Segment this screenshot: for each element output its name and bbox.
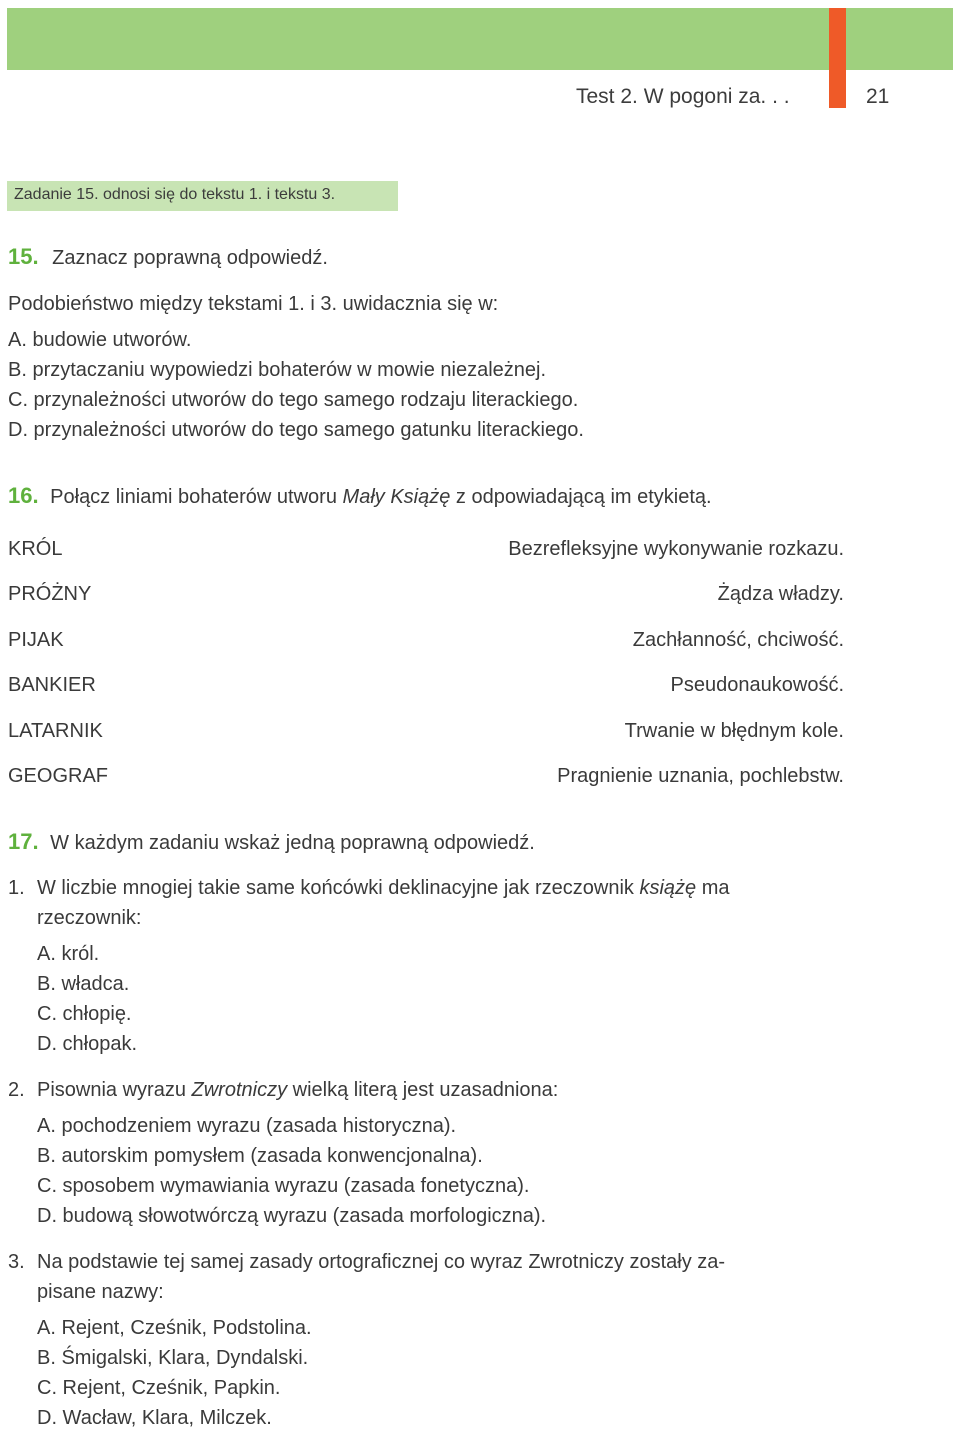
subquestion-number: 1. xyxy=(8,877,25,899)
task-note-box xyxy=(7,181,398,211)
character-item[interactable]: BANKIER xyxy=(8,674,96,696)
subquestion-stem xyxy=(37,1079,558,1102)
stem-text: W liczbie mnogiej takie same końcówki deklinacyjne jak rzeczownik xyxy=(37,877,640,899)
running-title: Test 2. W pogoni za. . . xyxy=(576,85,790,108)
instruction-post: z odpowiadającą im etykietą. xyxy=(450,486,712,508)
question-15-heading xyxy=(8,244,328,270)
answer-option[interactable]: B. autorskim pomysłem (zasada konwencjonalna). xyxy=(37,1145,483,1167)
character-item[interactable]: KRÓL xyxy=(8,538,63,560)
question-stem: Podobieństwo między tekstami 1. i 3. uwidacznia się w: xyxy=(8,293,499,315)
stem-word: książę xyxy=(639,877,697,899)
subquestion-number: 2. xyxy=(8,1079,25,1101)
stem-word: Zwrotniczy xyxy=(191,1079,288,1101)
label-item[interactable]: Pseudonaukowość. xyxy=(670,674,844,696)
subquestion-stem: Na podstawie tej samej zasady ortograficznej co wyraz Zwrotniczy zostały za- xyxy=(37,1251,726,1273)
question-number: 16. xyxy=(8,483,39,508)
task-note: Zadanie 15. odnosi się do tekstu 1. i tekstu 3. xyxy=(14,186,336,203)
answer-option[interactable]: D. przynależności utworów do tego samego gatunku literackiego. xyxy=(8,419,584,441)
label-item[interactable]: Zachłanność, chciwość. xyxy=(632,629,844,651)
answer-option[interactable]: B. władca. xyxy=(37,973,130,995)
subquestion-number: 3. xyxy=(8,1251,25,1273)
header-band xyxy=(7,8,953,70)
answer-option[interactable]: D. chłopak. xyxy=(37,1033,138,1055)
label-item[interactable]: Żądza władzy. xyxy=(717,583,844,605)
answer-option[interactable]: C. przynależności utworów do tego samego rodzaju literackiego. xyxy=(8,389,579,411)
character-item[interactable]: PIJAK xyxy=(8,629,64,651)
character-item[interactable]: GEOGRAF xyxy=(8,765,109,787)
label-item[interactable]: Bezrefleksyjne wykonywanie rozkazu. xyxy=(508,538,844,560)
answer-option[interactable]: C. chłopię. xyxy=(37,1003,132,1025)
answer-option[interactable]: D. Wacław, Klara, Milczek. xyxy=(37,1407,272,1429)
question-number: 15. xyxy=(8,244,39,269)
subquestion-stem-cont: rzeczownik: xyxy=(37,907,142,929)
question-instruction: W każdym zadaniu wskaż jedną poprawną odpowiedź. xyxy=(50,832,535,854)
instruction-pre: Połącz liniami bohaterów utworu xyxy=(50,486,343,508)
answer-option[interactable]: C. sposobem wymawiania wyrazu (zasada fonetyczna). xyxy=(37,1175,530,1197)
answer-option[interactable]: A. Rejent, Cześnik, Podstolina. xyxy=(37,1317,312,1339)
page-number: 21 xyxy=(866,85,890,108)
answer-option[interactable]: C. Rejent, Cześnik, Papkin. xyxy=(37,1377,281,1399)
answer-option[interactable]: B. Śmigalski, Klara, Dyndalski. xyxy=(37,1347,309,1369)
character-item[interactable]: PRÓŻNY xyxy=(8,583,92,605)
stem-text: ma xyxy=(696,877,730,899)
subquestion-stem-cont: pisane nazwy: xyxy=(37,1281,164,1303)
book-title: Mały Książę xyxy=(342,486,451,508)
character-item[interactable]: LATARNIK xyxy=(8,720,103,742)
answer-option[interactable]: A. pochodzeniem wyrazu (zasada historyczna). xyxy=(37,1115,457,1137)
stem-text: wielką literą jest uzasadniona: xyxy=(287,1079,559,1101)
stem-text: Pisownia wyrazu xyxy=(37,1079,192,1101)
subquestion-stem xyxy=(37,877,730,900)
answer-option[interactable]: B. przytaczaniu wypowiedzi bohaterów w mowie niezależnej. xyxy=(8,359,547,381)
answer-option[interactable]: A. budowie utworów. xyxy=(8,329,192,351)
question-16-heading xyxy=(8,483,712,509)
question-instruction: Zaznacz poprawną odpowiedź. xyxy=(52,247,328,269)
label-item[interactable]: Trwanie w błędnym kole. xyxy=(624,720,844,742)
answer-option[interactable]: A. król. xyxy=(37,943,100,965)
question-number: 17. xyxy=(8,829,39,854)
answer-option[interactable]: D. budową słowotwórczą wyrazu (zasada morfologiczna). xyxy=(37,1205,547,1227)
question-17-heading xyxy=(8,829,535,855)
accent-bar xyxy=(829,8,846,108)
label-item[interactable]: Pragnienie uznania, pochlebstw. xyxy=(557,765,844,787)
